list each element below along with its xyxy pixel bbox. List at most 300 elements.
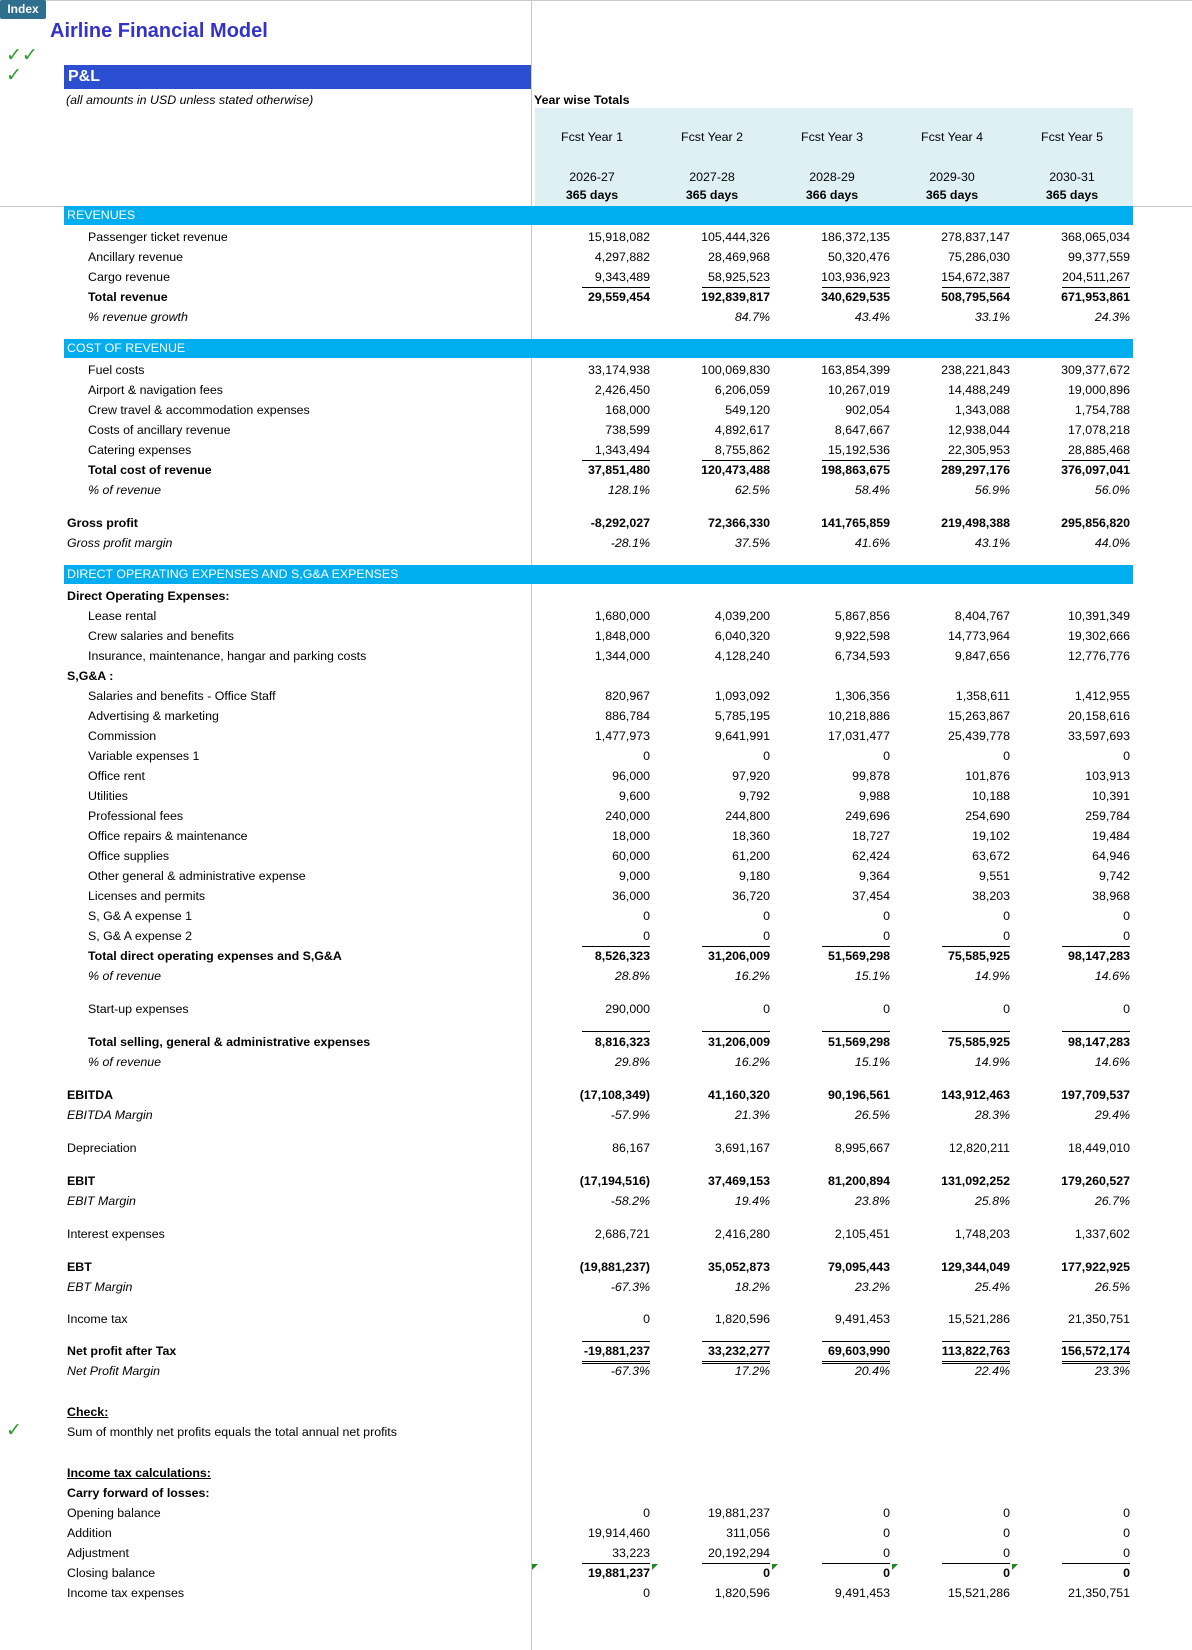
row-label-variable-expenses-1: Variable expenses 1: [88, 749, 200, 763]
double-underline: [942, 1363, 1010, 1364]
cell-ebit-margin: 19.4%: [734, 1194, 770, 1208]
cell-income-tax-expenses: 0: [643, 1586, 650, 1600]
total-rule: [942, 1563, 1010, 1564]
cell-depreciation: 86,167: [612, 1141, 650, 1155]
row-label-income-tax-calc-heading: Income tax calculations:: [67, 1466, 211, 1480]
total-rule: [582, 460, 650, 461]
cell-opex-pct-of-revenue: 28.8%: [614, 969, 650, 983]
cell-gross-profit-margin: 37.5%: [734, 536, 770, 550]
cell-ebit: (17,194,516): [579, 1174, 650, 1188]
column-header-days: 365 days: [925, 188, 979, 202]
cell-startup-expenses: 0: [1123, 1002, 1130, 1016]
column-header-name: Fcst Year 5: [1041, 130, 1103, 144]
cell-total-direct-opex-sga: 51,569,298: [827, 949, 890, 963]
row-label-professional-fees: Professional fees: [88, 809, 184, 823]
cell-ebitda: 41,160,320: [707, 1088, 770, 1102]
cell-salaries-office-staff: 1,306,356: [834, 689, 890, 703]
row-label-catering-expenses: Catering expenses: [88, 443, 192, 457]
cell-adjustment: 0: [883, 1546, 890, 1560]
cell-net-profit-after-tax: 113,822,763: [941, 1344, 1010, 1358]
row-label-income-tax-expenses: Income tax expenses: [67, 1586, 185, 1600]
cell-addition: 0: [883, 1526, 890, 1540]
row-label-check-description: Sum of monthly net profits equals the total annual net profits: [67, 1425, 397, 1439]
cell-marker-icon: [532, 1564, 538, 1570]
cell-ancillary-revenue: 99,377,559: [1067, 250, 1130, 264]
row-label-insurance-maintenance: Insurance, maintenance, hangar and parking costs: [88, 649, 367, 663]
cell-cargo-revenue: 9,343,489: [594, 270, 650, 284]
cell-office-rent: 96,000: [612, 769, 650, 783]
cell-crew-travel-expenses: 902,054: [845, 403, 890, 417]
cell-professional-fees: 244,800: [725, 809, 770, 823]
cell-gross-profit: 72,366,330: [707, 516, 770, 530]
cell-net-profit-after-tax: -19,881,237: [583, 1344, 650, 1358]
section-cost-of-revenue: COST OF REVENUE: [64, 339, 1133, 358]
cell-salaries-office-staff: 1,412,955: [1074, 689, 1130, 703]
year-wise-totals-label: Year wise Totals: [534, 93, 630, 107]
cell-closing-balance: 19,881,237: [587, 1566, 650, 1580]
cell-ebitda: 90,196,561: [827, 1088, 890, 1102]
cell-insurance-maintenance: 9,847,656: [954, 649, 1010, 663]
cell-total-cost-of-revenue: 37,851,480: [587, 463, 650, 477]
cell-ebt: 35,052,873: [707, 1260, 770, 1274]
cell-sga-expense-2: 0: [763, 929, 770, 943]
cell-net-profit-margin: 17.2%: [734, 1364, 770, 1378]
column-header-period: 2028-29: [809, 170, 855, 184]
total-rule: [1062, 1563, 1130, 1564]
cell-office-rent: 97,920: [732, 769, 770, 783]
cell-utilities: 9,988: [858, 789, 890, 803]
cell-ebt: 129,344,049: [941, 1260, 1010, 1274]
cell-ebitda-margin: 29.4%: [1094, 1108, 1130, 1122]
cell-office-rent: 101,876: [965, 769, 1010, 783]
total-rule: [582, 1031, 650, 1032]
cell-lease-rental: 5,867,856: [834, 609, 890, 623]
cell-variable-expenses-1: 0: [643, 749, 650, 763]
cell-income-tax: 9,491,453: [834, 1312, 890, 1326]
total-rule: [942, 460, 1010, 461]
cell-crew-salaries: 1,848,000: [594, 629, 650, 643]
cell-sga-expense-2: 0: [1003, 929, 1010, 943]
cell-salaries-office-staff: 1,358,611: [955, 689, 1010, 703]
cell-crew-travel-expenses: 1,754,788: [1074, 403, 1130, 417]
cell-licenses-permits: 37,454: [852, 889, 890, 903]
double-underline: [702, 1363, 770, 1364]
cell-revenue-growth: 33.1%: [974, 310, 1010, 324]
cell-lease-rental: 1,680,000: [594, 609, 650, 623]
cell-total-cost-of-revenue: 120,473,488: [701, 463, 770, 477]
cell-advertising-marketing: 5,785,195: [714, 709, 770, 723]
cell-total-sga-expenses: 75,585,925: [947, 1035, 1010, 1049]
cell-ebitda: 143,912,463: [941, 1088, 1010, 1102]
total-rule: [942, 946, 1010, 947]
row-label-passenger-ticket-revenue: Passenger ticket revenue: [88, 230, 228, 244]
cell-ebit: 37,469,153: [707, 1174, 770, 1188]
total-rule: [702, 1031, 770, 1032]
cell-opening-balance: 0: [643, 1506, 650, 1520]
cell-licenses-permits: 38,968: [1092, 889, 1130, 903]
cell-depreciation: 3,691,167: [714, 1141, 770, 1155]
total-rule: [582, 1563, 650, 1564]
cell-net-profit-margin: 23.3%: [1094, 1364, 1130, 1378]
row-label-ebt: EBT: [67, 1260, 92, 1274]
cell-professional-fees: 254,690: [965, 809, 1010, 823]
cell-licenses-permits: 36,000: [612, 889, 650, 903]
cell-opex-pct-of-revenue: 14.6%: [1094, 969, 1130, 983]
row-label-sga-expense-1: S, G& A expense 1: [88, 909, 193, 923]
row-label-opex-pct-of-revenue: % of revenue: [88, 969, 162, 983]
total-rule: [702, 460, 770, 461]
cell-cost-pct-of-revenue: 58.4%: [854, 483, 890, 497]
cell-sga-pct-of-revenue: 16.2%: [734, 1055, 770, 1069]
row-label-sga-pct-of-revenue: % of revenue: [88, 1055, 162, 1069]
cell-net-profit-margin: 22.4%: [974, 1364, 1010, 1378]
cell-total-sga-expenses: 98,147,283: [1067, 1035, 1130, 1049]
cell-addition: 0: [1123, 1526, 1130, 1540]
cell-cost-pct-of-revenue: 62.5%: [734, 483, 770, 497]
cell-gross-profit-margin: 44.0%: [1094, 536, 1130, 550]
row-label-revenue-growth: % revenue growth: [88, 310, 188, 324]
double-underline: [822, 1363, 890, 1364]
cell-total-revenue: 671,953,861: [1061, 290, 1130, 304]
column-header-period: 2027-28: [689, 170, 735, 184]
cell-gross-profit: 141,765,859: [821, 516, 890, 530]
cell-salaries-office-staff: 820,967: [605, 689, 650, 703]
column-header-period: 2029-30: [929, 170, 975, 184]
cell-costs-of-ancillary-revenue: 4,892,617: [714, 423, 770, 437]
cell-sga-expense-1: 0: [883, 909, 890, 923]
total-rule: [822, 287, 890, 288]
column-header-days: 366 days: [805, 188, 859, 202]
cell-utilities: 10,188: [972, 789, 1010, 803]
cell-addition: 0: [1003, 1526, 1010, 1540]
cell-office-repairs: 18,000: [612, 829, 650, 843]
cell-ebt-margin: 25.4%: [974, 1280, 1010, 1294]
row-label-total-cost-of-revenue: Total cost of revenue: [88, 463, 212, 477]
row-label-total-revenue: Total revenue: [88, 290, 168, 304]
cell-ancillary-revenue: 50,320,476: [827, 250, 890, 264]
total-rule: [1062, 460, 1130, 461]
cell-professional-fees: 240,000: [605, 809, 650, 823]
cell-depreciation: 12,820,211: [948, 1141, 1010, 1155]
cell-sga-pct-of-revenue: 14.9%: [974, 1055, 1010, 1069]
cell-licenses-permits: 36,720: [732, 889, 770, 903]
column-header-name: Fcst Year 2: [681, 130, 743, 144]
cell-crew-travel-expenses: 549,120: [725, 403, 770, 417]
row-label-net-profit-margin: Net Profit Margin: [67, 1364, 160, 1378]
cell-commission: 33,597,693: [1067, 729, 1130, 743]
row-label-startup-expenses: Start-up expenses: [88, 1002, 189, 1016]
cell-startup-expenses: 0: [1003, 1002, 1010, 1016]
row-label-addition: Addition: [67, 1526, 112, 1540]
cell-airport-navigation-fees: 2,426,450: [594, 383, 650, 397]
column-header-name: Fcst Year 1: [561, 130, 623, 144]
section-revenues: REVENUES: [64, 206, 1133, 225]
cell-ebt-margin: 23.2%: [854, 1280, 890, 1294]
cell-passenger-ticket-revenue: 278,837,147: [941, 230, 1010, 244]
column-header-days: 365 days: [685, 188, 739, 202]
cell-advertising-marketing: 20,158,616: [1067, 709, 1130, 723]
cell-ebt: (19,881,237): [579, 1260, 650, 1274]
cell-startup-expenses: 290,000: [605, 1002, 650, 1016]
cell-startup-expenses: 0: [883, 1002, 890, 1016]
page-title: Airline Financial Model: [50, 20, 268, 42]
row-label-sga-subheader: S,G&A :: [67, 669, 114, 683]
row-label-adjustment: Adjustment: [67, 1546, 129, 1560]
row-label-office-supplies: Office supplies: [88, 849, 170, 863]
cell-ebit: 179,260,527: [1061, 1174, 1130, 1188]
cell-income-tax: 21,350,751: [1067, 1312, 1130, 1326]
cell-other-ga-expense: 9,742: [1098, 869, 1130, 883]
cell-gross-profit-margin: -28.1%: [610, 536, 650, 550]
row-label-depreciation: Depreciation: [67, 1141, 137, 1155]
row-label-cargo-revenue: Cargo revenue: [88, 270, 170, 284]
cell-opex-pct-of-revenue: 15.1%: [854, 969, 890, 983]
cell-adjustment: 0: [1123, 1546, 1130, 1560]
cell-passenger-ticket-revenue: 105,444,326: [701, 230, 770, 244]
cell-insurance-maintenance: 6,734,593: [834, 649, 890, 663]
cell-interest-expenses: 1,337,602: [1074, 1227, 1130, 1241]
cell-total-direct-opex-sga: 8,526,323: [594, 949, 650, 963]
row-label-ebt-margin: EBT Margin: [67, 1280, 133, 1294]
column-header-days: 365 days: [565, 188, 619, 202]
pl-heading: P&L: [64, 65, 531, 89]
row-label-fuel-costs: Fuel costs: [88, 363, 145, 377]
cell-sga-expense-1: 0: [763, 909, 770, 923]
total-rule: [582, 946, 650, 947]
row-label-ancillary-revenue: Ancillary revenue: [88, 250, 184, 264]
cell-total-direct-opex-sga: 98,147,283: [1067, 949, 1130, 963]
cell-ebitda-margin: 21.3%: [734, 1108, 770, 1122]
row-label-office-rent: Office rent: [88, 769, 145, 783]
cell-passenger-ticket-revenue: 15,918,082: [587, 230, 650, 244]
total-rule: [1062, 1341, 1130, 1342]
cell-income-tax-expenses: 21,350,751: [1067, 1586, 1130, 1600]
cell-other-ga-expense: 9,180: [738, 869, 770, 883]
cell-other-ga-expense: 9,551: [978, 869, 1010, 883]
total-rule: [822, 946, 890, 947]
total-rule: [702, 1563, 770, 1564]
cell-ebit: 131,092,252: [941, 1174, 1010, 1188]
cell-airport-navigation-fees: 10,267,019: [827, 383, 890, 397]
column-header-days: 365 days: [1045, 188, 1099, 202]
cell-professional-fees: 249,696: [845, 809, 890, 823]
currency-note: (all amounts in USD unless stated otherwise): [66, 93, 314, 107]
cell-gross-profit: 219,498,388: [941, 516, 1010, 530]
cell-office-supplies: 60,000: [612, 849, 650, 863]
cell-interest-expenses: 2,416,280: [714, 1227, 770, 1241]
cell-utilities: 9,600: [618, 789, 650, 803]
double-underline: [702, 1361, 770, 1362]
cell-advertising-marketing: 886,784: [605, 709, 650, 723]
cell-opening-balance: 0: [1003, 1506, 1010, 1520]
cell-crew-salaries: 14,773,964: [947, 629, 1010, 643]
cell-sga-expense-1: 0: [643, 909, 650, 923]
row-label-closing-balance: Closing balance: [67, 1566, 156, 1580]
cell-total-cost-of-revenue: 376,097,041: [1061, 463, 1130, 477]
row-label-crew-travel-expenses: Crew travel & accommodation expenses: [88, 403, 310, 417]
cell-ebt-margin: 26.5%: [1094, 1280, 1130, 1294]
cell-total-cost-of-revenue: 289,297,176: [941, 463, 1010, 477]
cell-cost-pct-of-revenue: 56.0%: [1094, 483, 1130, 497]
total-rule: [822, 1341, 890, 1342]
cell-crew-salaries: 19,302,666: [1067, 629, 1130, 643]
cell-sga-expense-2: 0: [1123, 929, 1130, 943]
cell-cargo-revenue: 154,672,387: [941, 270, 1010, 284]
row-label-check-heading: Check:: [67, 1405, 109, 1419]
cell-marker-icon: [1012, 1564, 1018, 1570]
cell-office-rent: 103,913: [1085, 769, 1130, 783]
cell-fuel-costs: 309,377,672: [1061, 363, 1130, 377]
cell-crew-salaries: 9,922,598: [834, 629, 890, 643]
cell-other-ga-expense: 9,000: [618, 869, 650, 883]
cell-office-supplies: 62,424: [852, 849, 890, 863]
cell-crew-travel-expenses: 1,343,088: [954, 403, 1010, 417]
cell-sga-expense-2: 0: [643, 929, 650, 943]
cell-closing-balance: 0: [1123, 1566, 1130, 1580]
cell-adjustment: 20,192,294: [707, 1546, 770, 1560]
cell-startup-expenses: 0: [763, 1002, 770, 1016]
cell-ebit: 81,200,894: [827, 1174, 890, 1188]
row-label-interest-expenses: Interest expenses: [67, 1227, 165, 1241]
cell-income-tax-expenses: 15,521,286: [947, 1586, 1010, 1600]
cell-net-profit-margin: -67.3%: [610, 1364, 650, 1378]
cell-office-supplies: 63,672: [972, 849, 1010, 863]
cell-interest-expenses: 2,105,451: [834, 1227, 890, 1241]
cell-adjustment: 33,223: [612, 1546, 650, 1560]
total-rule: [1062, 1031, 1130, 1032]
cell-commission: 25,439,778: [947, 729, 1010, 743]
cell-addition: 19,914,460: [587, 1526, 650, 1540]
row-label-net-profit-after-tax: Net profit after Tax: [67, 1344, 177, 1358]
cell-lease-rental: 10,391,349: [1067, 609, 1130, 623]
total-rule: [702, 1341, 770, 1342]
cell-revenue-growth: 84.7%: [734, 310, 770, 324]
cell-cargo-revenue: 204,511,267: [1062, 270, 1130, 284]
row-label-ebit: EBIT: [67, 1174, 96, 1188]
cell-opening-balance: 0: [1123, 1506, 1130, 1520]
cell-professional-fees: 259,784: [1085, 809, 1130, 823]
cell-net-profit-after-tax: 69,603,990: [827, 1344, 890, 1358]
cell-ebit-margin: 26.7%: [1094, 1194, 1130, 1208]
cell-catering-expenses: 15,192,536: [827, 443, 890, 457]
cell-office-supplies: 64,946: [1092, 849, 1130, 863]
double-underline: [582, 1361, 650, 1362]
cell-revenue-growth: 43.4%: [854, 310, 890, 324]
cell-variable-expenses-1: 0: [763, 749, 770, 763]
row-label-airport-navigation-fees: Airport & navigation fees: [88, 383, 223, 397]
row-label-advertising-marketing: Advertising & marketing: [88, 709, 219, 723]
column-header-period: 2026-27: [569, 170, 615, 184]
cell-ancillary-revenue: 75,286,030: [947, 250, 1010, 264]
cell-office-repairs: 19,484: [1092, 829, 1130, 843]
cell-utilities: 10,391: [1092, 789, 1130, 803]
cell-opening-balance: 19,881,237: [707, 1506, 770, 1520]
cell-ebitda-margin: 28.3%: [974, 1108, 1010, 1122]
double-underline: [822, 1361, 890, 1362]
cell-sga-expense-1: 0: [1123, 909, 1130, 923]
total-rule: [702, 946, 770, 947]
cell-ebit-margin: -58.2%: [610, 1194, 650, 1208]
cell-variable-expenses-1: 0: [1123, 749, 1130, 763]
cell-fuel-costs: 238,221,843: [941, 363, 1010, 377]
cell-costs-of-ancillary-revenue: 738,599: [605, 423, 650, 437]
cell-cargo-revenue: 58,925,523: [707, 270, 770, 284]
cell-utilities: 9,792: [738, 789, 770, 803]
cell-office-repairs: 19,102: [972, 829, 1010, 843]
cell-opex-pct-of-revenue: 16.2%: [734, 969, 770, 983]
cell-advertising-marketing: 15,263,867: [947, 709, 1010, 723]
cell-total-revenue: 340,629,535: [821, 290, 890, 304]
cell-income-tax: 1,820,596: [714, 1312, 770, 1326]
cell-closing-balance: 0: [883, 1566, 890, 1580]
cell-office-repairs: 18,727: [852, 829, 890, 843]
cell-marker-icon: [892, 1564, 898, 1570]
double-underline: [1062, 1361, 1130, 1362]
cell-sga-expense-1: 0: [1003, 909, 1010, 923]
cell-total-revenue: 29,559,454: [587, 290, 650, 304]
index-button[interactable]: Index: [0, 0, 46, 19]
cell-net-profit-after-tax: 156,572,174: [1061, 1344, 1130, 1358]
check-icon: ✓: [6, 65, 22, 86]
row-label-ebit-margin: EBIT Margin: [67, 1194, 136, 1208]
row-label-total-sga-expenses: Total selling, general & administrative expenses: [88, 1035, 371, 1049]
cell-fuel-costs: 163,854,399: [821, 363, 890, 377]
cell-adjustment: 0: [1003, 1546, 1010, 1560]
cell-ebitda: (17,108,349): [579, 1088, 650, 1102]
cell-opening-balance: 0: [883, 1506, 890, 1520]
cell-net-profit-after-tax: 33,232,277: [707, 1344, 770, 1358]
total-rule: [582, 1341, 650, 1342]
total-rule: [942, 1341, 1010, 1342]
cell-lease-rental: 4,039,200: [714, 609, 770, 623]
column-header-name: Fcst Year 3: [801, 130, 863, 144]
total-rule: [942, 287, 1010, 288]
cell-total-cost-of-revenue: 198,863,675: [821, 463, 890, 477]
cell-commission: 17,031,477: [827, 729, 890, 743]
cell-insurance-maintenance: 1,344,000: [594, 649, 650, 663]
row-label-income-tax: Income tax: [67, 1312, 128, 1326]
cell-total-revenue: 508,795,564: [941, 290, 1010, 304]
cell-ancillary-revenue: 4,297,882: [594, 250, 650, 264]
cell-catering-expenses: 8,755,862: [714, 443, 770, 457]
row-label-costs-of-ancillary-revenue: Costs of ancillary revenue: [88, 423, 231, 437]
cell-ebit-margin: 23.8%: [854, 1194, 890, 1208]
total-rule: [822, 1563, 890, 1564]
cell-sga-pct-of-revenue: 14.6%: [1094, 1055, 1130, 1069]
row-label-total-direct-opex-sga: Total direct operating expenses and S,G&A: [88, 949, 342, 963]
cell-insurance-maintenance: 12,776,776: [1067, 649, 1130, 663]
cell-marker-icon: [652, 1564, 658, 1570]
cell-insurance-maintenance: 4,128,240: [714, 649, 770, 663]
total-rule: [1062, 946, 1130, 947]
cell-cost-pct-of-revenue: 56.9%: [974, 483, 1010, 497]
total-rule: [702, 287, 770, 288]
total-rule: [582, 287, 650, 288]
cell-cost-pct-of-revenue: 128.1%: [607, 483, 650, 497]
cell-advertising-marketing: 10,218,886: [827, 709, 890, 723]
cell-crew-travel-expenses: 168,000: [605, 403, 650, 417]
cell-cargo-revenue: 103,936,923: [821, 270, 890, 284]
cell-ebitda-margin: -57.9%: [610, 1108, 650, 1122]
cell-catering-expenses: 22,305,953: [947, 443, 1010, 457]
row-label-salaries-office-staff: Salaries and benefits - Office Staff: [88, 689, 276, 703]
cell-airport-navigation-fees: 14,488,249: [947, 383, 1010, 397]
cell-ebt-margin: 18.2%: [734, 1280, 770, 1294]
cell-marker-icon: [772, 1564, 778, 1570]
column-header-period: 2030-31: [1049, 170, 1095, 184]
cell-costs-of-ancillary-revenue: 17,078,218: [1067, 423, 1130, 437]
double-underline: [1062, 1363, 1130, 1364]
